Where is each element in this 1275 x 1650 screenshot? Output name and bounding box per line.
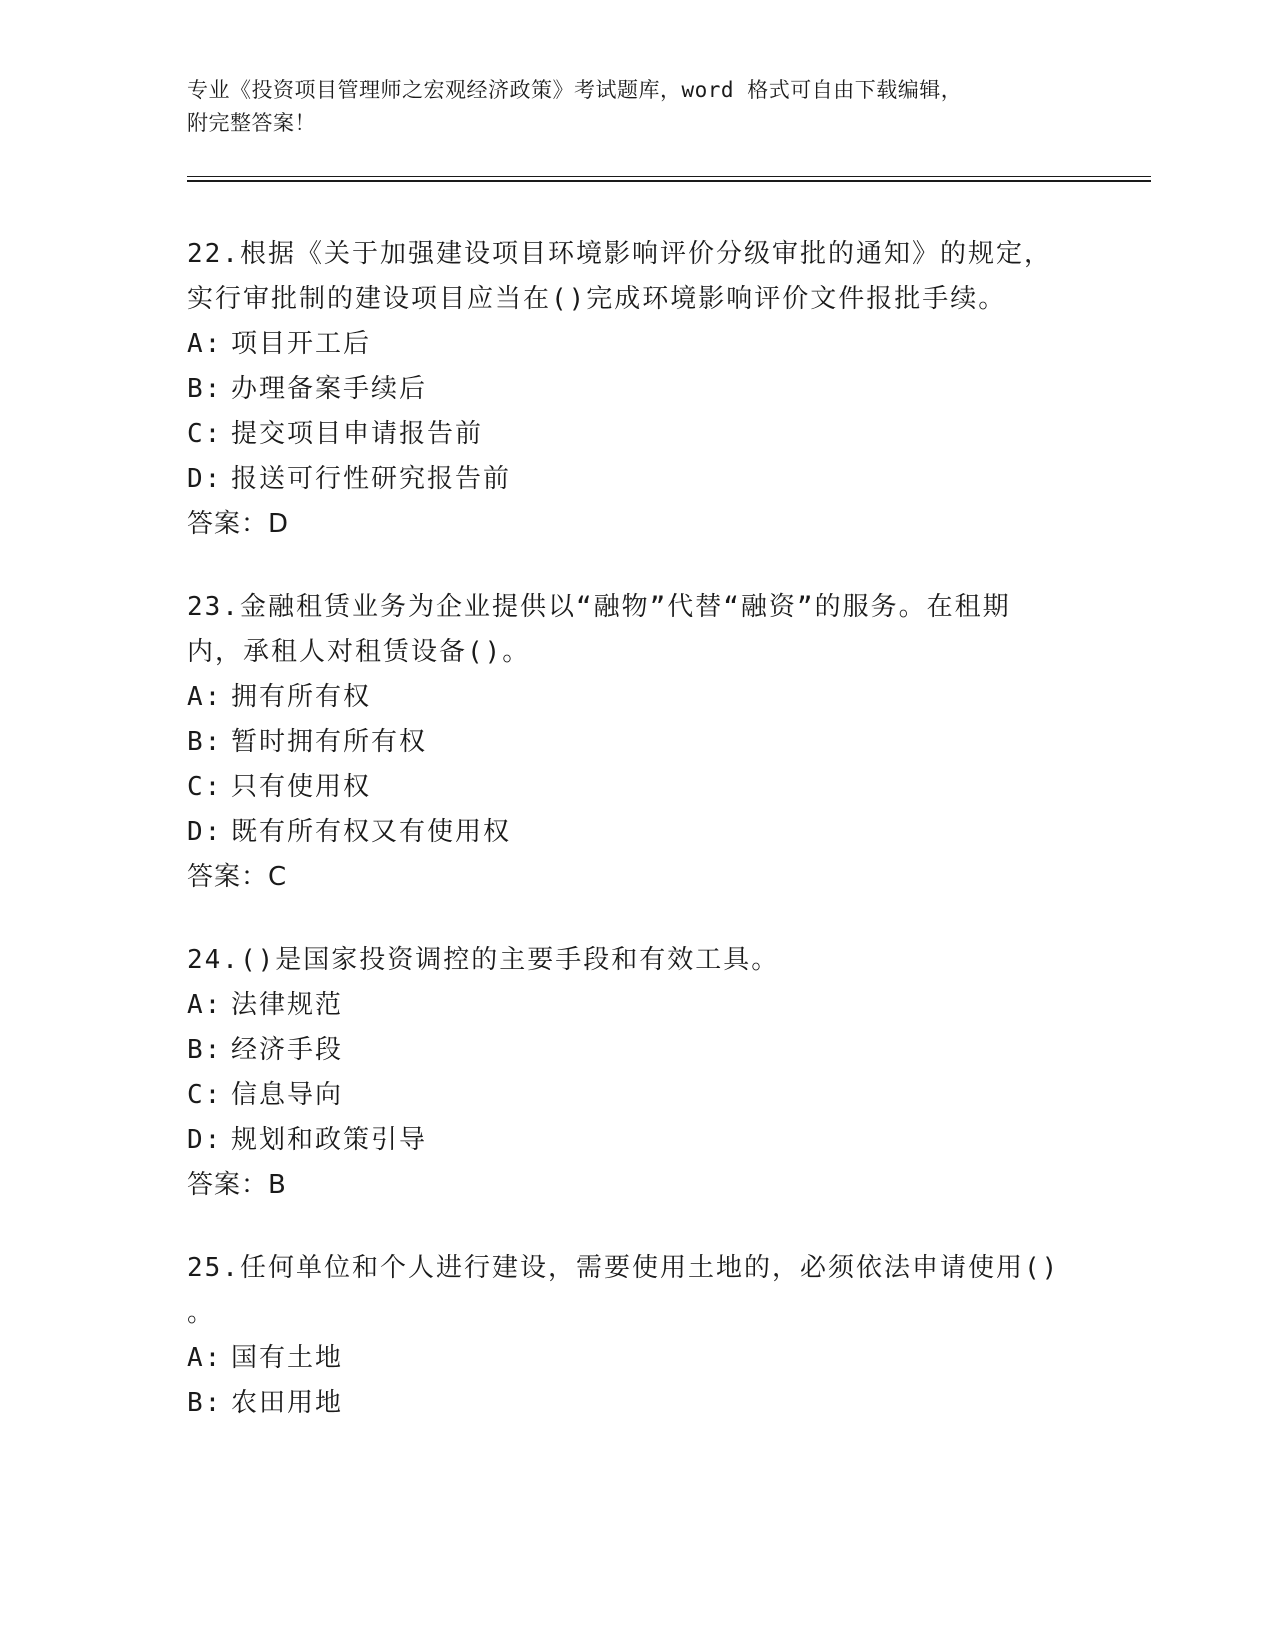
question-text-line: 24.()是国家投资调控的主要手段和有效工具。 (187, 945, 780, 975)
option-text: 国有土地 (231, 1343, 344, 1373)
option-text: 提交项目申请报告前 (231, 419, 484, 449)
question-text-line: 实行审批制的建设项目应当在()完成环境影响评价文件报批手续。 (187, 284, 1007, 314)
option-b (187, 1028, 1087, 1073)
header-divider-thick (187, 180, 1151, 182)
header-note (187, 74, 1067, 140)
option-label: B: (187, 727, 223, 757)
option-text: 报送可行性研究报告前 (231, 464, 512, 494)
option-label: B: (187, 374, 223, 404)
option-a (187, 322, 1087, 367)
option-label: A: (187, 1343, 223, 1373)
question-text-line: 内，承租人对租赁设备()。 (187, 637, 531, 667)
question-text-line: 22.根据《关于加强建设项目环境影响评价分级审批的通知》的规定， (187, 239, 1052, 269)
option-d (187, 810, 1087, 855)
answer-line: 答案：D (187, 509, 290, 539)
answer-line: 答案：B (187, 1170, 287, 1200)
option-b (187, 720, 1087, 765)
option-a (187, 983, 1087, 1028)
option-text: 办理备案手续后 (231, 374, 428, 404)
option-a (187, 1336, 1087, 1381)
question-text-line: 25.任何单位和个人进行建设，需要使用土地的，必须依法申请使用() (187, 1253, 1060, 1283)
option-label: D: (187, 464, 223, 494)
option-text: 信息导向 (231, 1080, 344, 1110)
option-c (187, 1073, 1087, 1118)
option-text: 项目开工后 (231, 329, 372, 359)
question-text-line: 23.金融租赁业务为企业提供以“融物”代替“融资”的服务。在租期 (187, 592, 1011, 622)
option-text: 既有所有权又有使用权 (231, 817, 512, 847)
option-label: C: (187, 772, 223, 802)
header-divider-thin (187, 176, 1151, 177)
option-d (187, 1118, 1087, 1163)
option-text: 经济手段 (231, 1035, 344, 1065)
option-text: 暂时拥有所有权 (231, 727, 428, 757)
header-note-line-1: 专业《投资项目管理师之宏观经济政策》考试题库，word 格式可自由下载编辑， (187, 78, 963, 102)
option-c (187, 412, 1087, 457)
option-text: 农田用地 (231, 1388, 344, 1418)
question-23 (187, 585, 1087, 900)
answer-line: 答案：C (187, 862, 288, 892)
question-list (187, 232, 1087, 1464)
option-label: B: (187, 1388, 223, 1418)
option-a (187, 675, 1087, 720)
option-label: C: (187, 1080, 223, 1110)
option-b (187, 367, 1087, 412)
option-label: D: (187, 1125, 223, 1155)
question-text-line: 。 (187, 1298, 216, 1328)
question-22 (187, 232, 1087, 547)
option-label: A: (187, 990, 223, 1020)
option-text: 规划和政策引导 (231, 1125, 428, 1155)
option-c (187, 765, 1087, 810)
header-note-line-2: 附完整答案！ (187, 111, 316, 135)
option-label: A: (187, 682, 223, 712)
question-25 (187, 1246, 1087, 1426)
option-d (187, 457, 1087, 502)
option-label: C: (187, 419, 223, 449)
option-b (187, 1381, 1087, 1426)
option-text: 只有使用权 (231, 772, 372, 802)
option-label: A: (187, 329, 223, 359)
option-label: D: (187, 817, 223, 847)
option-text: 法律规范 (231, 990, 344, 1020)
option-label: B: (187, 1035, 223, 1065)
question-24 (187, 938, 1087, 1208)
option-text: 拥有所有权 (231, 682, 372, 712)
